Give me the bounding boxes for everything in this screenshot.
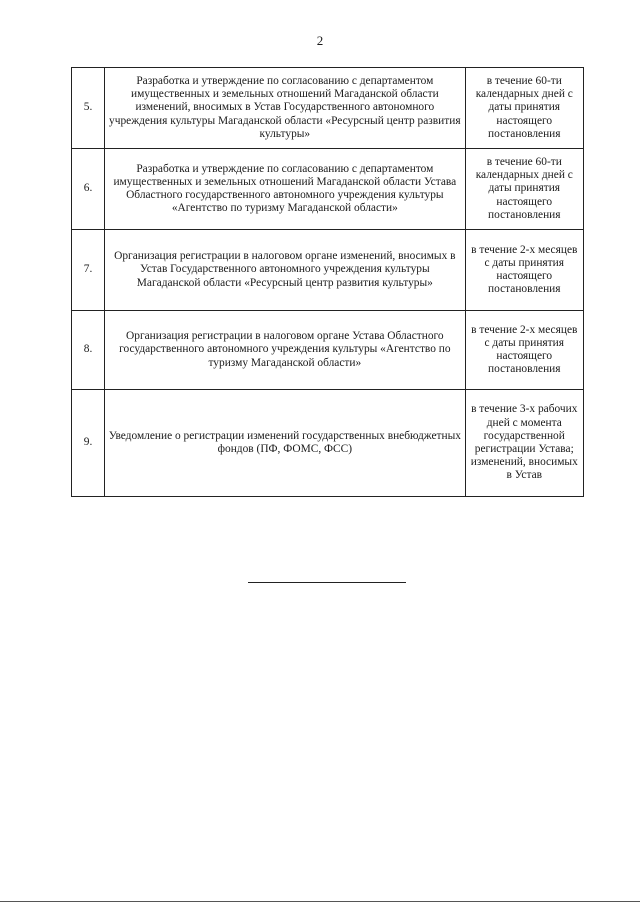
row-term: в течение 60-ти календарных дней с даты принятия настоящего постановления <box>465 149 583 230</box>
row-term: в течение 3-х рабочих дней с момента государственной регистрации Устава; изменений, вносимых в Устав <box>465 390 583 497</box>
row-action: Разработка и утверждение по согласованию с департаментом имущественных и земельных отношений Магаданской области Устава Областного государственного автономного учреждения культуры «Агентство по туризму Магаданской области» <box>105 149 465 230</box>
row-term: в течение 2-х месяцев с даты принятия настоящего постановления <box>465 311 583 390</box>
page-bottom-edge <box>0 901 640 902</box>
row-term: в течение 2-х месяцев с даты принятия настоящего постановления <box>465 230 583 311</box>
table-row <box>72 390 584 497</box>
measures-table <box>71 67 584 497</box>
row-action: Уведомление о регистрации изменений государственных внебюджетных фондов (ПФ, ФОМС, ФСС) <box>105 390 465 497</box>
closing-rule <box>248 582 406 583</box>
row-number: 9. <box>72 390 105 497</box>
row-number: 6. <box>72 149 105 230</box>
row-term: в течение 60-ти календарных дней с даты принятия настоящего постановления <box>465 68 583 149</box>
row-number: 5. <box>72 68 105 149</box>
row-action: Организация регистрации в налоговом органе Устава Областного государственного автономного учреждения культуры «Агентство по туризму Магаданской области» <box>105 311 465 390</box>
row-number: 8. <box>72 311 105 390</box>
row-number: 7. <box>72 230 105 311</box>
table-row <box>72 149 584 230</box>
row-action: Разработка и утверждение по согласованию с департаментом имущественных и земельных отношений Магаданской области изменений, вносимых в Устав Государственного автономного учреждения культуры Магаданской области «Ресурсный центр развития культуры» <box>105 68 465 149</box>
table-row <box>72 230 584 311</box>
table-row <box>72 311 584 390</box>
page-number: 2 <box>316 33 324 48</box>
row-action: Организация регистрации в налоговом органе изменений, вносимых в Устав Государственного автономного учреждения культуры Магаданской области «Ресурсный центр развития культуры» <box>105 230 465 311</box>
table-row <box>72 68 584 149</box>
